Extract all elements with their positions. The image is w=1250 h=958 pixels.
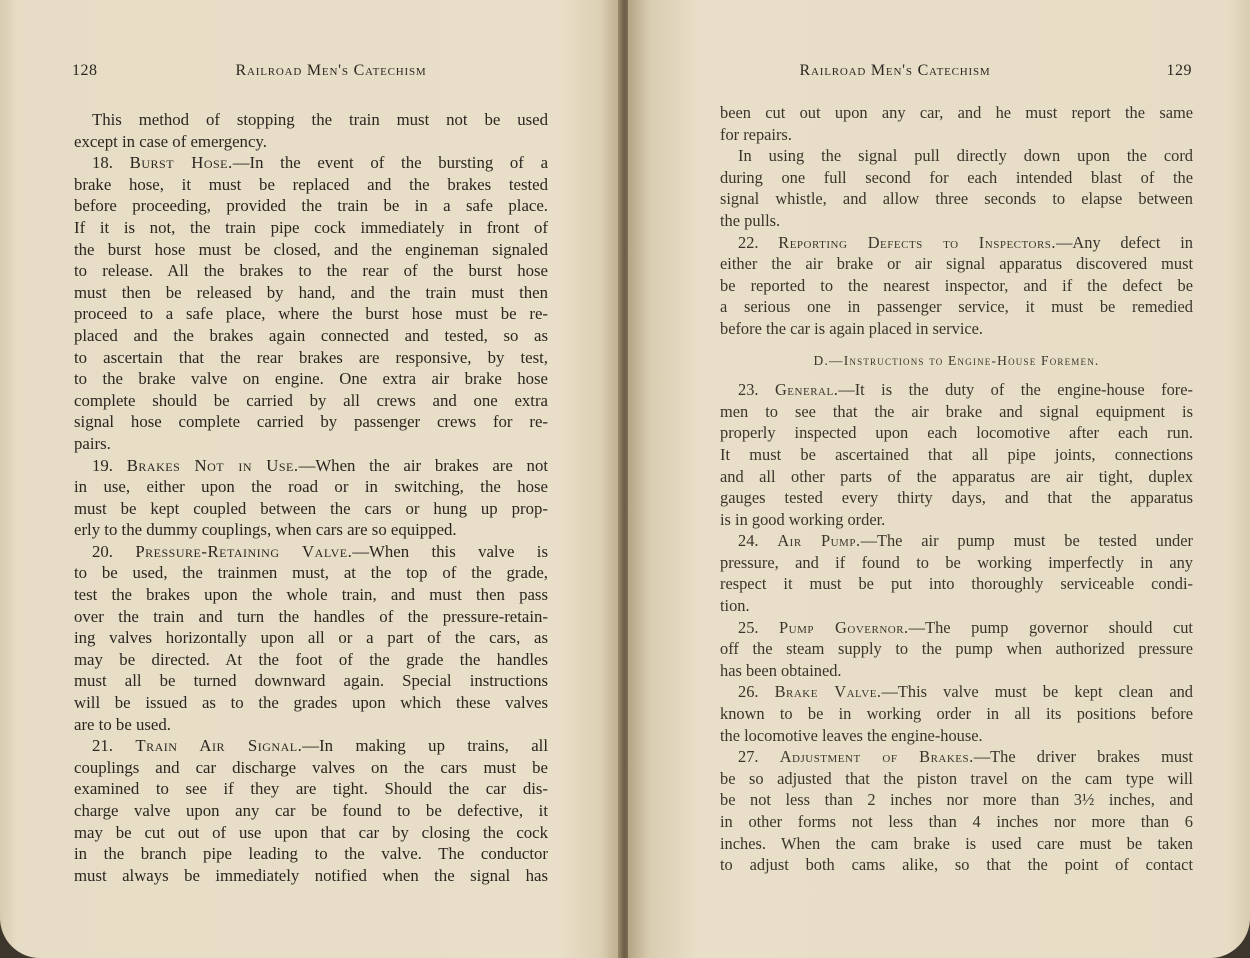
rule-number: 24.	[738, 531, 778, 551]
text-line	[74, 822, 548, 844]
text-line	[74, 735, 548, 757]
right-page	[628, 0, 1250, 958]
text-line	[74, 195, 548, 217]
line-text: —When this valve is	[352, 541, 548, 561]
rule-number: 26.	[738, 682, 775, 702]
text-line	[74, 455, 548, 477]
text-line	[74, 325, 548, 347]
text-line	[74, 217, 548, 239]
line-text: before proceeding, provided the train be in a safe place.	[74, 196, 548, 216]
text-line	[720, 768, 1193, 790]
text-line	[74, 152, 548, 174]
line-text: the burst hose must be closed, and the engineman signaled	[74, 239, 548, 259]
text-line	[720, 296, 1193, 318]
text-line	[74, 865, 548, 887]
line-text: either the air brake or air signal apparatus discovered must	[720, 254, 1193, 274]
line-text: —When the air brakes are not	[298, 455, 549, 475]
rule-heading: Train Air Signal.	[135, 736, 303, 756]
text-line	[720, 854, 1193, 876]
text-line	[720, 530, 1193, 552]
text-line	[720, 573, 1193, 595]
line-text: in use, either upon the road or in switching, the hose	[74, 477, 548, 497]
rule-heading: Burst Hose.	[129, 153, 233, 173]
text-line	[720, 422, 1193, 444]
line-text: the locomotive leaves the engine-house.	[720, 725, 983, 745]
right-header-title: Railroad Men's Catechism	[799, 62, 991, 79]
text-line	[720, 811, 1193, 833]
rule-number: 27.	[738, 747, 780, 767]
text-line	[74, 778, 548, 800]
left-header-title: Railroad Men's Catechism	[235, 62, 427, 79]
text-line	[720, 401, 1193, 423]
rule-number: 19.	[92, 455, 127, 475]
text-line	[74, 800, 548, 822]
line-text: —In making up trains, all	[302, 736, 548, 756]
text-line	[720, 466, 1193, 488]
text-line	[720, 253, 1193, 275]
line-text: test the brakes upon the whole train, and must then pass	[74, 585, 548, 605]
line-text: —Any defect in	[1056, 232, 1193, 252]
text-line	[720, 595, 1193, 617]
line-text: the pulls.	[720, 210, 781, 230]
line-text: tion.	[720, 596, 750, 616]
text-line	[720, 210, 1193, 232]
line-text: —The driver brakes must	[973, 747, 1193, 767]
line-text: It must be ascertained that all pipe joints, connections	[720, 444, 1193, 464]
rule-heading: Reporting Defects to Inspectors.	[778, 232, 1057, 252]
line-text: over the train and turn the handles of the pressure-retain-	[74, 606, 548, 626]
line-text: before the car is again placed in service.	[720, 318, 984, 338]
line-text: in other forms not less than 4 inches nor more than 6	[720, 812, 1193, 831]
rule-number: 25.	[738, 617, 780, 637]
line-text: to be used, the trainmen must, at the top of the grade,	[74, 563, 548, 583]
text-line	[74, 584, 548, 606]
right-page-number: 129	[1166, 62, 1192, 79]
rule-number: 18.	[92, 153, 130, 173]
line-text: erly to the dummy couplings, when cars are so equipped.	[74, 520, 457, 540]
right-text-after-heading	[720, 379, 1193, 876]
line-text: ing valves horizontally upon all or a part of the cars, as	[74, 628, 548, 648]
line-text: —The air pump must be tested under	[860, 531, 1193, 551]
line-text: —The pump governor should cut	[908, 617, 1193, 637]
rule-heading: Pressure-Retaining Valve.	[135, 541, 353, 561]
text-line	[74, 390, 548, 412]
line-text: may be cut out of use upon that car by closing the cock	[74, 822, 548, 842]
text-line	[720, 444, 1193, 466]
line-text: respect it must be put into thoroughly serviceable condi-	[720, 574, 1193, 594]
text-line	[74, 476, 548, 498]
rule-heading: Brake Valve.	[774, 682, 882, 702]
line-text: pressure, and if found to be working imperfectly in any	[720, 552, 1193, 572]
text-line	[720, 703, 1193, 725]
text-line	[74, 562, 548, 584]
line-text: and all other parts of the apparatus are air tight, duplex	[720, 466, 1193, 486]
rule-heading: Brakes Not in Use.	[126, 455, 299, 475]
text-line	[74, 368, 548, 390]
line-text: off the steam supply to the pump when authorized pressure	[720, 639, 1193, 659]
text-line	[74, 347, 548, 369]
line-text: to release. All the brakes to the rear of the burst hose	[74, 261, 548, 281]
text-line	[74, 692, 548, 714]
rule-number: 22.	[738, 232, 779, 252]
line-text: been cut out upon any car, and he must report the same	[720, 103, 1193, 122]
text-line	[74, 260, 548, 282]
text-line	[720, 379, 1193, 401]
rule-number: 23.	[738, 380, 775, 400]
text-line	[720, 167, 1193, 189]
line-text: must always be immediately notified when the signal has	[74, 865, 548, 885]
line-text: proceed to a safe place, where the burst hose must be re-	[74, 304, 548, 324]
text-line	[720, 275, 1193, 297]
text-line	[720, 145, 1193, 167]
left-page-body	[74, 109, 548, 886]
text-line	[74, 131, 548, 153]
text-line	[74, 174, 548, 196]
text-line	[720, 638, 1193, 660]
line-text: gauges tested every thirty days, and that the apparatus	[720, 488, 1193, 508]
text-line	[74, 606, 548, 628]
line-text: to the brake valve on engine. One extra air brake hose	[74, 369, 548, 389]
text-line	[720, 102, 1193, 124]
line-text: signal hose complete carried by passenger crews for re-	[74, 412, 548, 432]
line-text: charge valve upon any car be found to be defective, it	[74, 801, 548, 820]
right-running-head	[718, 62, 1192, 84]
text-line	[720, 552, 1193, 574]
text-line	[720, 509, 1193, 531]
text-line	[720, 746, 1193, 768]
line-text: pairs.	[74, 433, 111, 453]
line-text: In using the signal pull directly down upon the cord	[738, 146, 1193, 166]
text-line	[720, 681, 1193, 703]
line-text: be not less than 2 inches nor more than 3½ inches, and	[720, 790, 1193, 810]
section-heading: D.—Instructions to Engine-House Foremen.	[813, 352, 1100, 368]
left-running-head	[72, 62, 550, 84]
text-line	[720, 318, 1193, 340]
line-text: to ascertain that the rear brakes are responsive, by test,	[74, 347, 548, 367]
line-text: If it is not, the train pipe cock immediately in front of	[74, 217, 548, 237]
rule-number: 21.	[92, 736, 136, 756]
line-text: is in good working order.	[720, 509, 886, 529]
text-line	[720, 725, 1193, 747]
rule-heading: Pump Governor.	[779, 617, 909, 637]
text-line	[74, 303, 548, 325]
line-text: —In the event of the bursting of a	[232, 153, 549, 173]
right-text-before-heading	[720, 102, 1193, 340]
rule-heading: Air Pump.	[777, 531, 861, 551]
text-line	[74, 109, 548, 131]
text-line	[720, 660, 1193, 682]
line-text: are to be used.	[74, 714, 171, 734]
line-text: This method of stopping the train must not be used	[92, 110, 548, 129]
line-text: be reported to the nearest inspector, and if the defect be	[720, 275, 1193, 295]
line-text: must all be turned downward again. Special instructions	[74, 671, 548, 691]
text-line	[720, 617, 1193, 639]
line-text: be so adjusted that the piston travel on the cam type will	[720, 768, 1193, 788]
line-text: complete should be carried by all crews and one extra	[74, 390, 548, 410]
text-line	[720, 188, 1193, 210]
line-text: —This valve must be kept clean and	[881, 682, 1193, 702]
text-line	[74, 670, 548, 692]
right-page-body	[720, 102, 1193, 876]
text-line	[74, 541, 548, 563]
line-text: except in case of emergency.	[74, 131, 267, 151]
line-text: must be kept coupled between the cars or hung up prop-	[74, 498, 548, 518]
line-text: for repairs.	[720, 124, 792, 144]
text-line	[74, 843, 548, 865]
line-text: —It is the duty of the engine-house fore-	[838, 380, 1194, 400]
text-line	[720, 232, 1193, 254]
line-text: signal whistle, and allow three seconds to elapse between	[720, 189, 1193, 209]
line-text: may be directed. At the foot of the grade the handles	[74, 649, 548, 669]
text-line	[720, 487, 1193, 509]
rule-number: 20.	[92, 541, 136, 561]
line-text: known to be in working order in all its positions before	[720, 704, 1193, 724]
line-text: couplings and car discharge valves on the cars must be	[74, 757, 548, 777]
text-line	[74, 757, 548, 779]
text-line	[74, 411, 548, 433]
left-page	[0, 0, 622, 958]
line-text: brake hose, it must be replaced and the brakes tested	[74, 174, 548, 194]
text-line	[74, 433, 548, 455]
line-text: properly inspected upon each locomotive after each run.	[720, 423, 1193, 443]
text-line	[74, 282, 548, 304]
text-line	[720, 789, 1193, 811]
line-text: in the branch pipe leading to the valve. The conductor	[74, 844, 548, 864]
text-line	[720, 833, 1193, 855]
line-text: a serious one in passenger service, it must be remedied	[720, 297, 1193, 317]
line-text: men to see that the air brake and signal equipment is	[720, 401, 1193, 421]
text-line	[74, 498, 548, 520]
text-line	[74, 627, 548, 649]
left-page-number: 128	[72, 62, 98, 79]
line-text: examined to see if they are tight. Should the car dis-	[74, 779, 548, 799]
line-text: has been obtained.	[720, 660, 842, 680]
line-text: must then be released by hand, and the train must then	[74, 282, 548, 302]
text-line	[74, 519, 548, 541]
text-line	[720, 124, 1193, 146]
text-line	[74, 239, 548, 261]
text-line	[74, 649, 548, 671]
rule-heading: General.	[774, 380, 839, 400]
line-text: placed and the brakes again connected and tested, so as	[74, 325, 548, 345]
line-text: during one full second for each intended blast of the	[720, 167, 1193, 187]
text-line	[74, 714, 548, 736]
line-text: to adjust both cams alike, so that the point of contact	[720, 855, 1193, 875]
line-text: inches. When the cam brake is used care must be taken	[720, 833, 1193, 853]
rule-heading: Adjustment of Brakes.	[779, 747, 974, 767]
line-text: will be issued as to the grades upon which these valves	[74, 693, 548, 713]
